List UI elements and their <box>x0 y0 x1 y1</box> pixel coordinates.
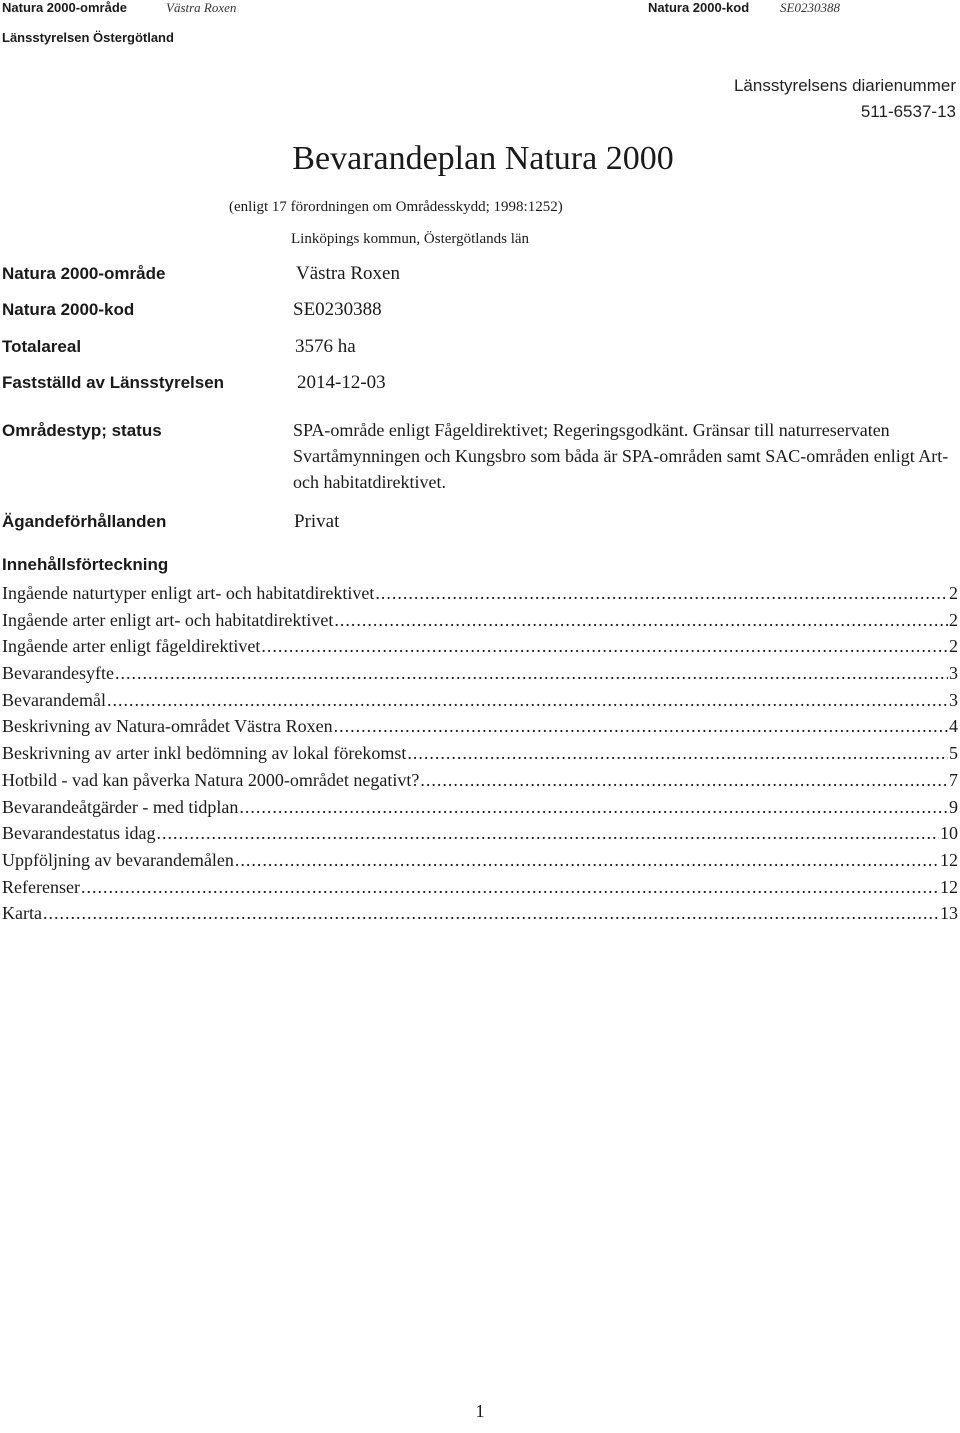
toc-item-page: 12 <box>940 876 958 897</box>
toc-item-title: Hotbild - vad kan påverka Natura 2000-området negativt? <box>2 769 420 790</box>
header-authority: Länsstyrelsen Östergötland <box>2 30 174 45</box>
toc-item[interactable] <box>2 847 958 874</box>
area-type-value: SPA-område enligt Fågeldirektivet; Regeringsgodkänt. Gränsar till naturreservaten Svartåmynningen och Kungsbro som båda är SPA-områden samt SAC-områden enligt Art- och habitatdirektivet. <box>293 420 949 492</box>
total-area-value: 3576 ha <box>295 336 356 357</box>
adopted-value: 2014-12-03 <box>297 372 386 393</box>
toc-heading: Innehållsförteckning <box>2 555 169 574</box>
toc-item[interactable] <box>2 767 958 794</box>
municipality: Linköpings kommun, Östergötlands län <box>291 231 530 247</box>
toc-item[interactable] <box>2 607 958 634</box>
toc-item-title: Karta <box>2 903 42 924</box>
toc-item[interactable] <box>2 874 958 901</box>
page-title: Bevarandeplan Natura 2000 <box>292 140 674 177</box>
code-label: Natura 2000-kod <box>2 300 135 319</box>
toc-leader <box>43 900 939 927</box>
toc-leader <box>235 847 939 874</box>
header-code-label: Natura 2000-kod <box>648 0 750 15</box>
table-of-contents <box>2 580 958 927</box>
toc-item-title: Uppföljning av bevarandemålen <box>2 849 234 870</box>
page-number: 1 <box>475 1401 485 1421</box>
area-type-label: Områdestyp; status <box>2 421 162 440</box>
toc-item-title: Beskrivning av Natura-området Västra Roxen <box>2 716 333 737</box>
header-area-label: Natura 2000-område <box>2 0 127 15</box>
toc-item-title: Bevarandestatus idag <box>2 823 156 844</box>
total-area-label: Totalareal <box>2 337 82 356</box>
toc-item[interactable] <box>2 580 958 607</box>
toc-item[interactable] <box>2 820 958 847</box>
area-label: Natura 2000-område <box>2 264 166 283</box>
header-area-value: Västra Roxen <box>166 0 237 15</box>
toc-leader <box>115 660 948 687</box>
toc-item[interactable] <box>2 687 958 714</box>
ownership-label: Ägandeförhållanden <box>2 512 167 531</box>
toc-item[interactable] <box>2 740 958 767</box>
toc-item-title: Ingående arter enligt art- och habitatdirektivet <box>2 609 334 630</box>
toc-item-title: Beskrivning av arter inkl bedömning av lokal förekomst <box>2 743 407 764</box>
toc-leader <box>334 607 948 634</box>
registration-number: 511-6537-13 <box>860 102 956 121</box>
adopted-label: Fastställd av Länsstyrelsen <box>2 373 225 392</box>
toc-item-title: Ingående arter enligt fågeldirektivet <box>2 636 261 657</box>
toc-item[interactable] <box>2 633 958 660</box>
toc-item-title: Referenser <box>2 876 80 897</box>
toc-item-title: Bevarandemål <box>2 689 106 710</box>
toc-item-page: 10 <box>940 823 958 844</box>
toc-item-title: Bevarandeåtgärder - med tidplan <box>2 796 239 817</box>
toc-item[interactable] <box>2 713 958 740</box>
toc-item-title: Bevarandesyfte <box>2 663 114 684</box>
code-value: SE0230388 <box>293 299 382 320</box>
toc-item-page: 5 <box>949 743 958 764</box>
toc-item-page: 2 <box>949 636 958 657</box>
toc-item[interactable] <box>2 660 958 687</box>
toc-item-page: 3 <box>949 663 958 684</box>
page-subtitle: (enligt 17 förordningen om Områdesskydd; 1998:1252) <box>229 199 563 215</box>
toc-leader <box>107 687 948 714</box>
toc-leader <box>375 580 948 607</box>
toc-item-page: 3 <box>949 689 958 710</box>
toc-item-page: 13 <box>940 903 958 924</box>
toc-item[interactable] <box>2 900 958 927</box>
toc-item-page: 7 <box>949 769 958 790</box>
toc-item-page: 12 <box>940 849 958 870</box>
area-value: Västra Roxen <box>296 263 400 284</box>
toc-leader <box>156 820 939 847</box>
toc-leader <box>261 633 948 660</box>
header-code-value: SE0230388 <box>780 0 840 15</box>
toc-item[interactable] <box>2 794 958 821</box>
toc-item-page: 2 <box>949 583 958 603</box>
toc-leader <box>407 740 948 767</box>
toc-item-page: 9 <box>949 796 958 817</box>
toc-leader <box>239 794 948 821</box>
registration-label: Länsstyrelsens diarienummer <box>733 76 956 95</box>
toc-leader <box>420 767 948 794</box>
toc-leader <box>81 874 939 901</box>
toc-item-page: 2 <box>949 609 958 630</box>
ownership-value: Privat <box>294 511 340 532</box>
toc-item-page: 4 <box>949 716 958 737</box>
toc-item-title: Ingående naturtyper enligt art- och habitatdirektivet <box>2 583 375 603</box>
toc-leader <box>334 713 948 740</box>
